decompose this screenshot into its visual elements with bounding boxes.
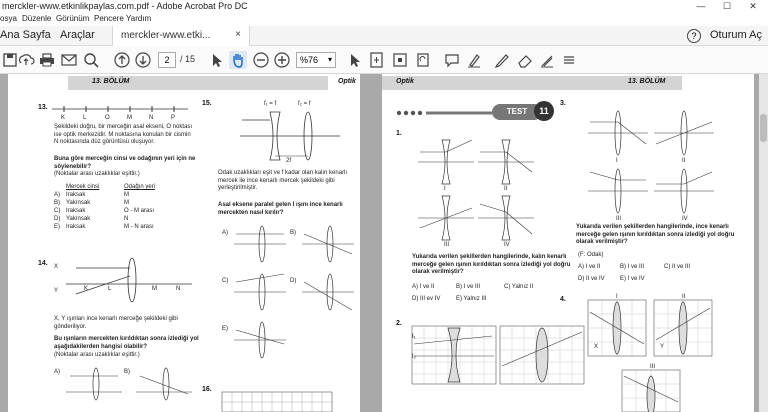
ray-label: I₁ [412, 334, 416, 340]
page-number-input[interactable]: 2 [158, 52, 176, 68]
axis-label: L [83, 115, 87, 121]
option-c: C) [222, 278, 229, 284]
answer-row [54, 216, 204, 224]
q4-grid-figure-3 [622, 370, 680, 412]
sign-in-link[interactable]: Oturum Aç [710, 29, 762, 41]
window-title: merckler-www.etkinlikpaylas.com.pdf - Adobe Acrobat Pro DC [2, 1, 248, 11]
option-value: Yakınsak [66, 216, 91, 222]
right-page-chapter: 13. BÖLÜM [628, 78, 666, 85]
option-a-figure [234, 224, 286, 264]
zoom-select[interactable] [296, 52, 336, 68]
left-page-chapter: 13. BÖLÜM [92, 78, 130, 85]
option-value: N [124, 216, 129, 222]
question-3-note: (F: Odak) [578, 252, 604, 258]
option-letter: E) [54, 224, 60, 230]
option-value: Iraksak [66, 224, 86, 230]
option-letter: B) [54, 200, 60, 206]
axis-figure [52, 104, 188, 116]
crop-icon[interactable] [391, 51, 409, 69]
menu-edit[interactable]: Düzenle [22, 14, 52, 23]
point-label: Y [660, 344, 665, 350]
option-e: E) Yalnız III [456, 296, 487, 302]
question-14-number: 14. [38, 260, 48, 267]
question-14-prompt: Bu ışınların mercekten kırıldıktan sonra izlediği yol aşağıdakilerden hangisi olabilir? [54, 336, 199, 350]
answer-table [54, 192, 204, 232]
minimize-icon[interactable]: — [696, 1, 706, 11]
column-header: Odağın yeri [124, 184, 156, 190]
figure-label: III [444, 242, 450, 248]
chevron-down-icon: ▾ [327, 55, 332, 64]
question-15-number: 15. [202, 100, 212, 107]
question-14-note: (Noktalar arası uzaklıklar eşittir.) [54, 352, 140, 358]
figure-label: II [504, 186, 508, 192]
question-1-prompt: Yukarıda verilen şekillerden hangilerinde, kalın kenarlı merceğe gelen ışının kırıldıktan sonra izlediği yol doğru olarak verilmiştir? [412, 254, 571, 275]
ray-label: I₂ [412, 354, 416, 360]
q1-figure-3 [418, 194, 474, 242]
right-page [382, 74, 754, 412]
focal-label: f₁ = f [264, 101, 277, 107]
menu-help[interactable]: Yardım [126, 14, 152, 23]
close-window-icon[interactable]: ✕ [749, 1, 757, 11]
toolbar [0, 46, 768, 74]
q3-figure-2 [654, 108, 714, 158]
point-label: M [152, 286, 157, 292]
tab-bar [0, 26, 768, 46]
focal-label: f₂ = f [298, 101, 311, 107]
q1-figure-4 [478, 194, 534, 242]
help-icon[interactable]: ? [687, 29, 701, 43]
q2-grid-figure-1 [412, 326, 496, 384]
option-a: A) I ve II [578, 264, 601, 270]
question-13-note: (Noktalar arası uzaklıklar eşittir.) [54, 171, 140, 177]
title-bar [0, 0, 768, 12]
option-e-figure [234, 320, 286, 360]
question-14-text: X, Y ışınları ince kenarlı merceğe şekildeki gibi gönderiliyor. [54, 316, 178, 330]
option-b-figure [136, 366, 192, 400]
test-number: 11 [534, 101, 554, 121]
axis-label: M [127, 115, 132, 121]
question-15-prompt: Asal eksene paralel gelen I ışını ince kenarlı mercekten nasıl kırılır? [218, 202, 343, 216]
point-label: X [594, 344, 599, 350]
point-label: L [108, 286, 112, 292]
document-viewport[interactable] [0, 74, 768, 412]
answer-row [54, 224, 204, 232]
option-e: E) I ve IV [620, 276, 645, 282]
fit-page-icon[interactable] [368, 51, 386, 69]
question-13-text: Şekildeki doğru, bir merceğin asal ekseni, O noktası ise optik merkezidir. M noktasına konulan bir cismin N noktasında düz görüntüsü oluşuyor. [54, 124, 193, 145]
figure-label: IV [682, 216, 688, 222]
zoom-out-icon[interactable] [252, 51, 270, 69]
question-4-number: 4. [560, 296, 566, 303]
figure-label: II [682, 158, 686, 164]
q3-figure-3 [588, 166, 648, 216]
option-d-figure [302, 272, 354, 312]
figure-label: I [444, 186, 446, 192]
q1-figure-1 [418, 138, 474, 186]
option-c-figure [234, 272, 286, 312]
mail-icon[interactable] [60, 51, 78, 69]
question-1-number: 1. [396, 130, 402, 137]
answer-row [54, 200, 204, 208]
option-c: C) II ve III [664, 264, 691, 270]
menu-window[interactable]: Pencere [94, 14, 124, 23]
option-value: Iraksak [66, 208, 86, 214]
grid-figure [222, 392, 332, 412]
option-d: D) III ev IV [412, 296, 441, 302]
option-value: Iraksak [66, 192, 86, 198]
tab-home[interactable]: Ana Sayfa [0, 29, 51, 41]
lens-figure [66, 254, 192, 302]
pointer-icon[interactable] [346, 51, 364, 69]
q3-figure-1 [588, 108, 648, 158]
question-13-prompt: Buna göre merceğin cinsi ve odağının yeri için ne söylenebilir? [54, 156, 196, 170]
axis-label: K [61, 115, 66, 121]
option-a: A) [54, 369, 60, 375]
option-c: C) Yalnız II [504, 284, 534, 290]
dots-decoration [396, 110, 492, 116]
figure-label: III [616, 216, 622, 222]
axis-label: N [149, 115, 154, 121]
option-b-figure [302, 224, 354, 264]
option-d: D) [290, 278, 297, 284]
ray-label: X [54, 264, 59, 270]
tab-close-icon[interactable]: × [235, 29, 241, 40]
question-3-prompt: Yukarıda verilen şekillerden hangilerinde, ince kenarlı merceğe gelen ışının kırıldıktan sonra izlediği yol doğru olarak verilmiştir? [576, 224, 735, 245]
upload-icon[interactable] [17, 51, 35, 69]
option-e: E) [222, 326, 228, 332]
rotate-icon[interactable] [414, 51, 432, 69]
hand-icon[interactable] [229, 51, 247, 69]
option-a: A) I ve II [412, 284, 435, 290]
page-total: / 15 [180, 54, 196, 64]
eraser-icon[interactable] [516, 51, 534, 69]
point-label: K [84, 286, 89, 292]
option-letter: C) [54, 208, 61, 214]
two-lens-figure [240, 108, 340, 164]
menu-bar [0, 12, 768, 26]
maximize-icon[interactable]: ☐ [722, 1, 732, 11]
column-header: Mercek cinsi [66, 184, 100, 190]
option-b: B) [124, 369, 130, 375]
question-16-number: 16. [202, 386, 212, 393]
q2-grid-figure-2 [500, 326, 584, 384]
ray-label: II [682, 294, 686, 300]
tab-tools[interactable]: Araçlar [60, 29, 95, 41]
menu-file[interactable]: osya [0, 14, 17, 23]
ray-label: I [616, 294, 618, 300]
figure-label: IV [504, 242, 510, 248]
page-up-icon[interactable] [113, 51, 131, 69]
left-page [8, 74, 360, 412]
tab-document-label: merckler-www.etki... [121, 30, 211, 41]
page-down-icon[interactable] [134, 51, 152, 69]
ray-label: Y [54, 288, 59, 294]
select-icon[interactable] [208, 51, 226, 69]
option-a-figure [66, 366, 122, 400]
option-value: M - N arası [124, 224, 154, 230]
question-2-number: 2. [396, 320, 402, 327]
distance-label: 2f [286, 158, 292, 164]
answer-row [54, 208, 204, 216]
option-letter: D) [54, 216, 61, 222]
option-b: B) [290, 230, 296, 236]
highlight-icon[interactable] [465, 51, 483, 69]
option-value: Yakınsak [66, 200, 91, 206]
option-d: D) II ve IV [578, 276, 605, 282]
scrollbar-thumb[interactable] [760, 114, 767, 142]
vertical-scrollbar[interactable] [759, 74, 768, 412]
comment-icon[interactable] [443, 51, 461, 69]
question-3-number: 3. [560, 100, 566, 107]
zoom-in-icon[interactable] [273, 51, 291, 69]
option-b: B) I ve III [456, 284, 481, 290]
axis-label: O [105, 115, 110, 121]
q3-figure-4 [654, 166, 714, 216]
stamp-icon[interactable] [538, 51, 556, 69]
test-badge: TEST [492, 104, 542, 120]
ray-label: III [650, 364, 656, 370]
figure-label: I [616, 158, 618, 164]
option-value: M [124, 200, 129, 206]
tab-document[interactable] [112, 26, 250, 46]
left-page-topic: Optik [338, 78, 356, 85]
right-page-topic: Optik [396, 78, 414, 85]
option-b: B) I ve III [620, 264, 645, 270]
option-value: M [124, 192, 129, 198]
more-tools-icon[interactable] [560, 51, 578, 69]
search-icon[interactable] [82, 51, 100, 69]
draw-icon[interactable] [493, 51, 511, 69]
q1-figure-2 [478, 138, 534, 186]
question-13-number: 13. [38, 104, 48, 111]
option-value: O - M arası [124, 208, 155, 214]
answer-row [54, 192, 204, 200]
axis-label: P [171, 115, 176, 121]
option-letter: A) [54, 192, 60, 198]
menu-view[interactable]: Görünüm [56, 14, 90, 23]
print-icon[interactable] [38, 51, 56, 69]
option-a: A) [222, 230, 228, 236]
point-label: N [176, 286, 181, 292]
zoom-value: %76 [300, 55, 319, 65]
question-15-text: Odak uzaklıkları eşit ve f kadar olan kalın kenarlı mercek ile ince kenarlı mercek şekildeki gibi yerleştirilmiştir. [218, 170, 348, 191]
